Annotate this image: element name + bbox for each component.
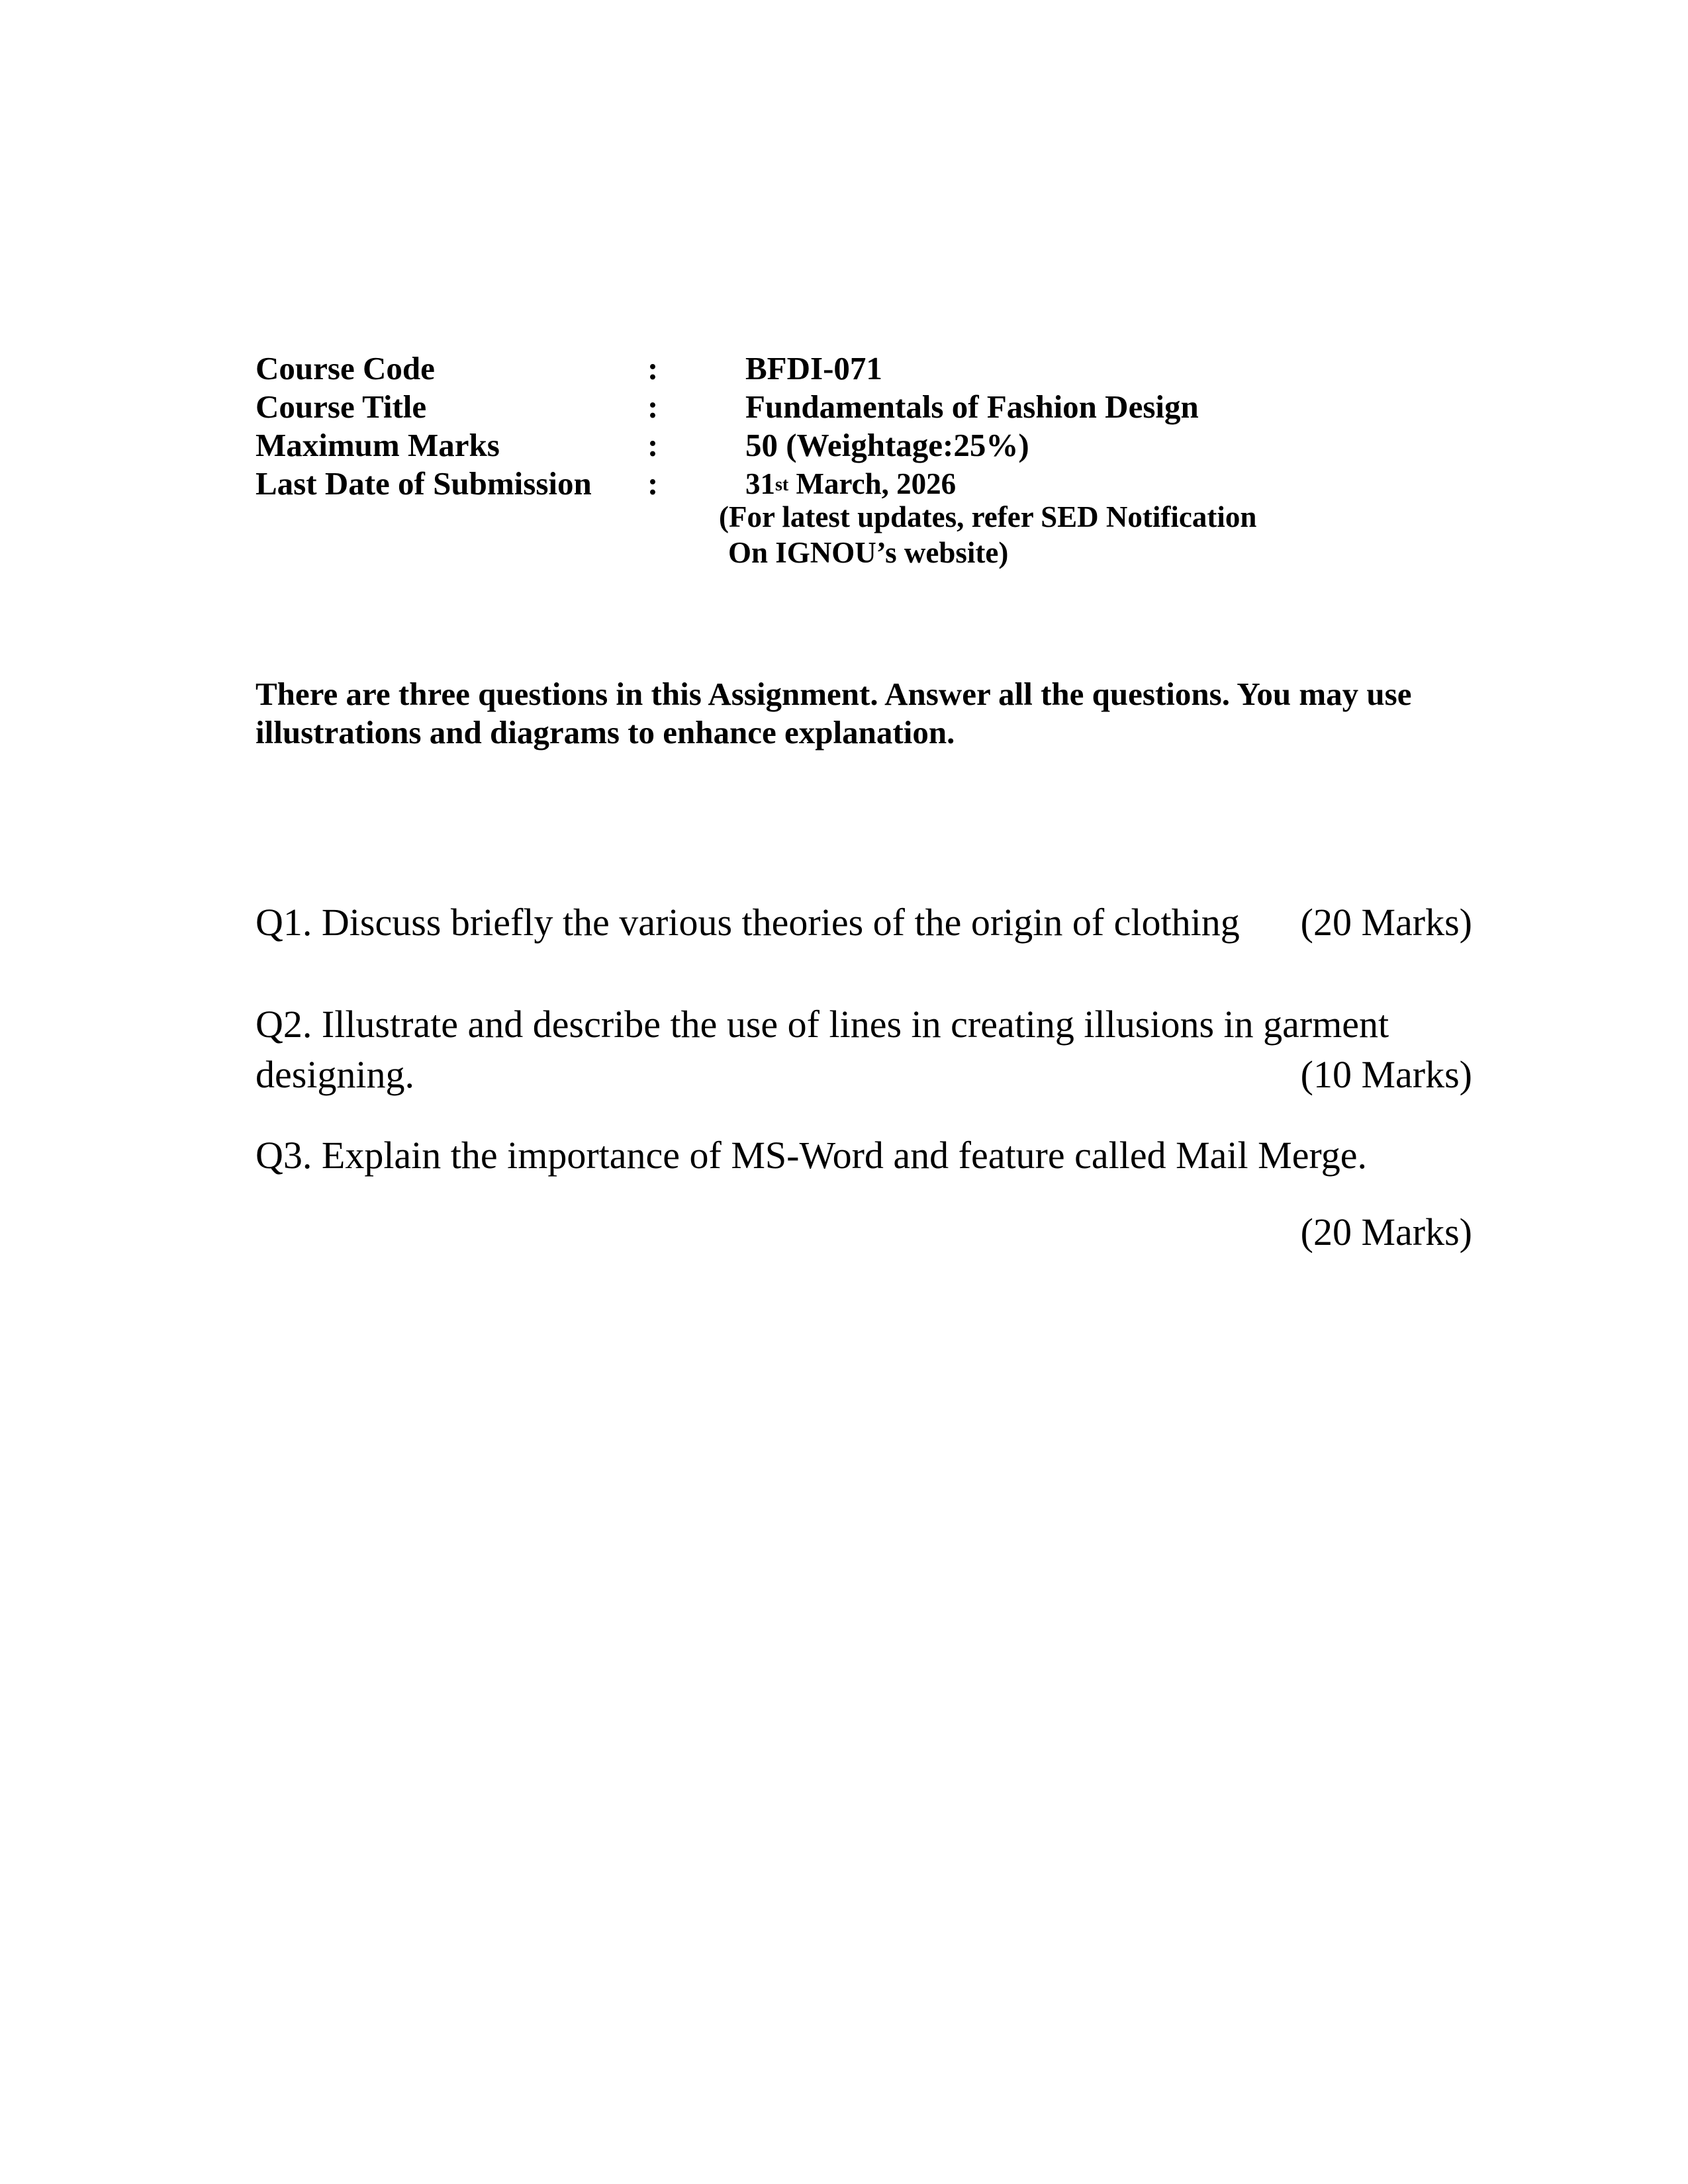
question-3-text: Q3. Explain the importance of MS-Word and feature called Mail Merge.: [256, 1134, 1367, 1177]
course-code-colon: :: [647, 350, 659, 387]
question-1-text: Q1. Discuss briefly the various theories of the origin of clothing: [256, 901, 1240, 944]
course-title-label: Course Title: [256, 388, 427, 425]
question-2-text-line1: Q2. Illustrate and describe the use of lines in creating illusions in garment: [256, 1003, 1389, 1046]
last-date-value: [745, 465, 956, 503]
last-date-label: Last Date of Submission: [256, 465, 592, 502]
question-2-marks: (10 Marks): [1300, 1053, 1472, 1096]
question-2-text-line2: designing.: [256, 1053, 415, 1096]
course-code-label: Course Code: [256, 350, 435, 387]
assignment-instructions: There are three questions in this Assignment. Answer all the questions. You may use illustrations and diagrams to enhance explanation.: [256, 676, 1412, 751]
submission-note-line1: (For latest updates, refer SED Notification: [719, 500, 1257, 533]
maximum-marks-label: Maximum Marks: [256, 427, 500, 463]
maximum-marks-colon: :: [647, 427, 659, 463]
last-date-day: 31: [745, 467, 775, 500]
last-date-ordinal-suffix: st: [775, 475, 789, 495]
course-title-colon: :: [647, 388, 659, 425]
course-title-value: Fundamentals of Fashion Design: [745, 388, 1199, 425]
question-3-marks: (20 Marks): [1300, 1210, 1472, 1253]
last-date-month-year: March, 2026: [788, 467, 957, 500]
maximum-marks-value: 50 (Weightage:25%): [745, 427, 1029, 463]
submission-note-line2: On IGNOU’s website): [728, 536, 1009, 569]
last-date-colon: :: [647, 465, 659, 502]
question-1-marks: (20 Marks): [1300, 901, 1472, 944]
course-code-value: BFDI-071: [745, 350, 882, 387]
